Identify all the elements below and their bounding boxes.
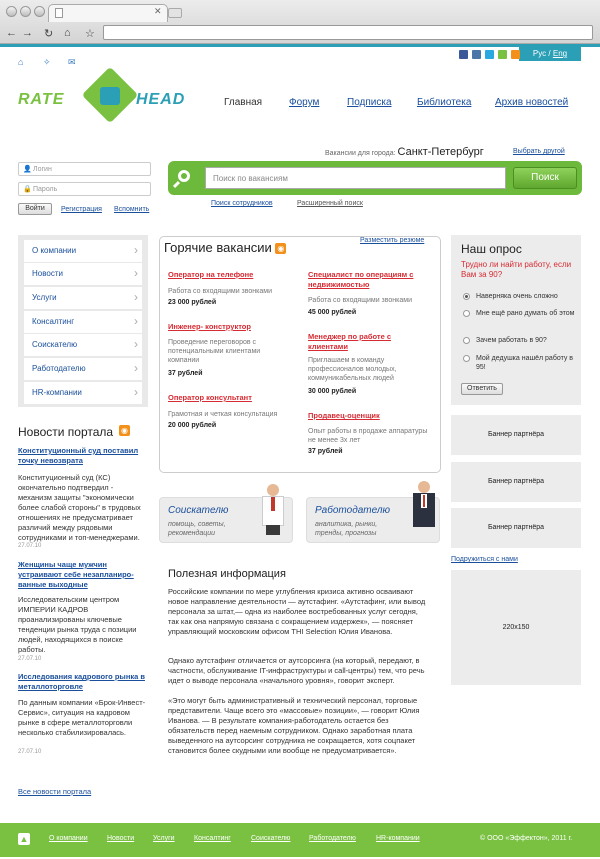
vacancy-salary: 23 000 рублей — [168, 299, 217, 306]
useful-info-title: Полезная информация — [168, 568, 286, 580]
befriend-link[interactable]: Подружиться с нами — [451, 556, 518, 563]
rss-social-icon[interactable] — [511, 50, 520, 59]
rss-icon[interactable]: ◉ — [275, 243, 286, 254]
nav-forum[interactable]: Форум — [289, 97, 320, 108]
partner-banner[interactable]: Баннер партнёра — [451, 462, 581, 502]
browser-tab[interactable] — [48, 4, 168, 22]
vacancy-title[interactable]: Оператор консультант — [168, 393, 252, 402]
seeker-person-image — [262, 484, 284, 540]
city-selector — [325, 146, 484, 158]
lang-ru[interactable]: Рус — [532, 49, 547, 58]
vacancy-desc: Работа со входящими звонками — [308, 297, 412, 304]
choose-city-link[interactable]: Выбрать другой — [513, 148, 565, 155]
employer-banner-title: Работодателю — [315, 505, 391, 516]
reload-icon[interactable]: ↻ — [44, 28, 54, 40]
staff-search-link[interactable]: Поиск сотрудников — [211, 200, 273, 207]
news-item-title[interactable]: Исследования кадрового рынка в металлоторговле — [18, 672, 145, 691]
scroll-top-icon[interactable]: ▲ — [19, 834, 29, 844]
search-icon — [178, 170, 190, 182]
article-paragraph: Российские компании по мере углубления кризиса активно осваивают новое направление деятельности — аутстафинг. «Аутстафинг, или вывод персонала за штат,— одна из наиболее востребованных услуг сегодня, так как она напрямую связана с сокращением издержек», — поясняет управляющий московским офисом THI Selection Юлия Иванова. — [168, 587, 426, 636]
news-item-body: Исследовательским центром ИМПЕРИИ КАДРОВ проанализированы ключевые тенденции рынка труда с позиции людей, находящихся в поиске работы. — [18, 595, 137, 654]
maximize-window-button[interactable] — [34, 6, 45, 17]
nav-library[interactable]: Библиотека — [417, 97, 472, 108]
news-item-body: Конституционный суд (КС) окончательно подтвердил - механизм защиты "экономически более слабой стороны" в трудовых отношениях не предусматривает различий между рядовыми сотрудниками и топ-менеджерами. — [18, 473, 141, 542]
lock-icon: 🔒 — [23, 186, 32, 193]
logo-person-icon — [100, 87, 120, 105]
poll-radio[interactable] — [463, 293, 470, 300]
footer-link-news[interactable]: Новости — [107, 835, 135, 842]
footer-link-seeker[interactable]: Соискателю — [251, 835, 291, 842]
share-icon[interactable] — [498, 50, 507, 59]
city-label: Вакансии для города: — [325, 150, 396, 157]
news-item-date: 27.07.10 — [18, 656, 42, 662]
logo-head: HEAD — [136, 91, 186, 108]
vacancy-title[interactable]: Менеджер по работе с клиентами — [308, 332, 392, 351]
copyright: © ООО «Эффектон», 2011 г. — [480, 835, 573, 842]
vacancy-salary: 37 рублей — [168, 370, 203, 377]
facebook-icon[interactable] — [459, 50, 468, 59]
lang-en[interactable]: Eng — [552, 49, 568, 58]
poll-question: Трудно ли найти работу, если Вам за 90? — [461, 260, 572, 279]
menu-seeker[interactable]: Соискателю › — [24, 334, 142, 356]
poll-option[interactable]: Наверняка очень сложно — [476, 293, 558, 300]
news-title: Новости портала — [18, 425, 114, 439]
all-news-link[interactable]: Все новости портала — [18, 787, 92, 796]
vacancy-desc: Опыт работы в продаже аппаратуры не менее 3х лет — [308, 428, 428, 444]
footer-link-hr[interactable]: HR-компании — [376, 835, 420, 842]
poll-radio[interactable] — [463, 355, 470, 362]
ad-banner[interactable]: 220x150 — [451, 570, 581, 685]
register-link[interactable]: Регистрация — [61, 206, 102, 213]
hot-vacancies-title-text: Горячие вакансии — [164, 240, 272, 255]
poll-radio[interactable] — [463, 310, 470, 317]
poll-title: Наш опрос — [461, 242, 522, 256]
vacancy-salary: 20 000 рублей — [168, 422, 217, 429]
nav-main[interactable]: Главная — [224, 97, 263, 108]
bookmark-star-icon[interactable]: ☆ — [85, 28, 95, 40]
vacancy-salary: 45 000 рублей — [308, 309, 357, 316]
login-input[interactable]: Логин — [18, 162, 151, 176]
address-bar[interactable] — [103, 25, 593, 40]
nav-archive[interactable]: Архив новостей — [495, 97, 569, 108]
poll-option[interactable]: Зачем работать в 90? — [476, 337, 547, 344]
hot-vacancies-title — [164, 240, 292, 255]
article-paragraph: Однако аутстафинг отличается от аутсорсинга (на который, передают, в частности, обслуживание IT-инфраструктуры и call-центры) тем, что речь идет о выводе персонала «начального уровня», говорит эксперт. — [168, 656, 425, 685]
city-name: Санкт-Петербург — [397, 146, 484, 158]
home-icon[interactable]: ⌂ — [64, 27, 71, 39]
logo[interactable] — [18, 81, 193, 131]
sitemap-icon[interactable]: ✧ — [43, 57, 51, 67]
employer-person-image — [413, 481, 435, 537]
remind-link[interactable]: Вспомнить — [114, 206, 150, 213]
menu-consulting[interactable]: Консалтинг › — [24, 311, 142, 333]
header-accent-line — [0, 44, 600, 47]
news-item-date: 27.07.10 — [18, 543, 42, 549]
vacancy-desc: Работа со входящими звонками — [168, 288, 272, 295]
vacancy-desc: Грамотная и четкая консультация — [168, 411, 278, 418]
back-icon[interactable]: ← — [6, 27, 17, 39]
news-item-body: По данным компании «Брок-Инвест-Сервис», ситуация на кадровом рынке в сфере металлоторговли несколько стабилизировалась. — [18, 698, 146, 737]
user-icon: 👤 — [23, 166, 32, 173]
menu-about[interactable]: О компании › — [24, 240, 142, 262]
lang-separator: / — [548, 49, 551, 58]
advanced-search-link[interactable]: Расширенный поиск — [297, 200, 363, 207]
search-input[interactable]: Поиск по вакансиям — [205, 167, 506, 189]
vacancy-title[interactable]: Инженер- конструктор — [168, 322, 251, 331]
vk-icon[interactable] — [472, 50, 481, 59]
login-button[interactable]: Войти — [18, 203, 52, 215]
close-tab-icon[interactable]: ✕ — [154, 6, 162, 16]
footer-link-about[interactable]: О компании — [49, 835, 88, 842]
poll-option[interactable]: Мне ещё рано думать об этом — [476, 310, 575, 317]
vote-button[interactable]: Ответить — [461, 383, 503, 395]
article-paragraph: «Это могут быть административный и технический персонал, торговые представители. Чаще всего это «массовые» позиции», — говорит Юлия Иванова. — В результате компания-работодатель остается без обязательств перед наемным сотрудником. Однако заработная плата выведенного на аутсорсинг сотрудника не сокращается, хотя соцпакет становится более скудными или вообще не предусматривается». — [168, 696, 420, 755]
new-tab-button[interactable] — [168, 8, 182, 18]
page-icon — [55, 8, 63, 18]
vacancy-title[interactable]: Продавец-оценщик — [308, 411, 380, 420]
vacancy-desc: Приглашаем в команду профессионалов молодых, коммуникабельных людей — [308, 357, 397, 382]
password-input[interactable]: Пароль — [18, 182, 151, 196]
footer-link-services[interactable]: Услуги — [153, 835, 175, 842]
home-page-icon[interactable]: ⌂ — [18, 57, 24, 67]
menu-services[interactable]: Услуги › — [24, 287, 142, 309]
vacancy-title[interactable]: Оператор на телефоне — [168, 270, 254, 279]
poll-radio[interactable] — [463, 337, 470, 344]
vacancy-salary: 30 000 рублей — [308, 388, 357, 395]
news-item-title[interactable]: Женщины чаще мужчин устраивают себе незапланиро-ванные выходные — [18, 560, 134, 589]
mail-icon[interactable]: ✉ — [68, 57, 76, 67]
nav-subscribe[interactable]: Подписка — [347, 97, 392, 108]
vacancy-title[interactable]: Специалист по операциям с недвижимостью — [308, 270, 414, 289]
search-button[interactable]: Поиск — [513, 167, 577, 189]
poll-option[interactable]: Мой дедушка нашёл работу в 95! — [476, 355, 574, 371]
footer-link-employer[interactable]: Работодателю — [309, 835, 356, 842]
menu-hr[interactable]: HR-компании › — [24, 382, 142, 404]
menu-employer[interactable]: Работодателю › — [24, 358, 142, 380]
seeker-banner-sub: помощь, советы, рекомендации — [168, 521, 226, 537]
footer-link-consulting[interactable]: Консалтинг — [194, 835, 231, 842]
news-item-title[interactable]: Конституционный суд поставил точку невозврата — [18, 446, 139, 465]
vacancy-salary: 37 рублей — [308, 448, 343, 455]
close-window-button[interactable] — [6, 6, 17, 17]
partner-banner[interactable]: Баннер партнёра — [451, 508, 581, 548]
news-item-date: 27.07.10 — [18, 749, 42, 755]
rss-icon[interactable]: ◉ — [119, 425, 130, 436]
twitter-icon[interactable] — [485, 50, 494, 59]
forward-icon[interactable]: → — [22, 27, 33, 39]
partner-banner[interactable]: Баннер партнёра — [451, 415, 581, 455]
seeker-banner-title: Соискателю — [168, 505, 229, 516]
employer-banner-sub: аналитика, рынки, тренды, прогнозы — [315, 521, 378, 537]
language-switch — [519, 47, 581, 61]
menu-news[interactable]: Новости › — [24, 263, 142, 285]
post-resume-link[interactable]: Разместить резюме — [360, 237, 425, 244]
minimize-window-button[interactable] — [20, 6, 31, 17]
logo-rate: RATE — [18, 91, 65, 108]
vacancy-desc: Проведение переговоров с потенциальными клиентами компании — [168, 339, 261, 364]
